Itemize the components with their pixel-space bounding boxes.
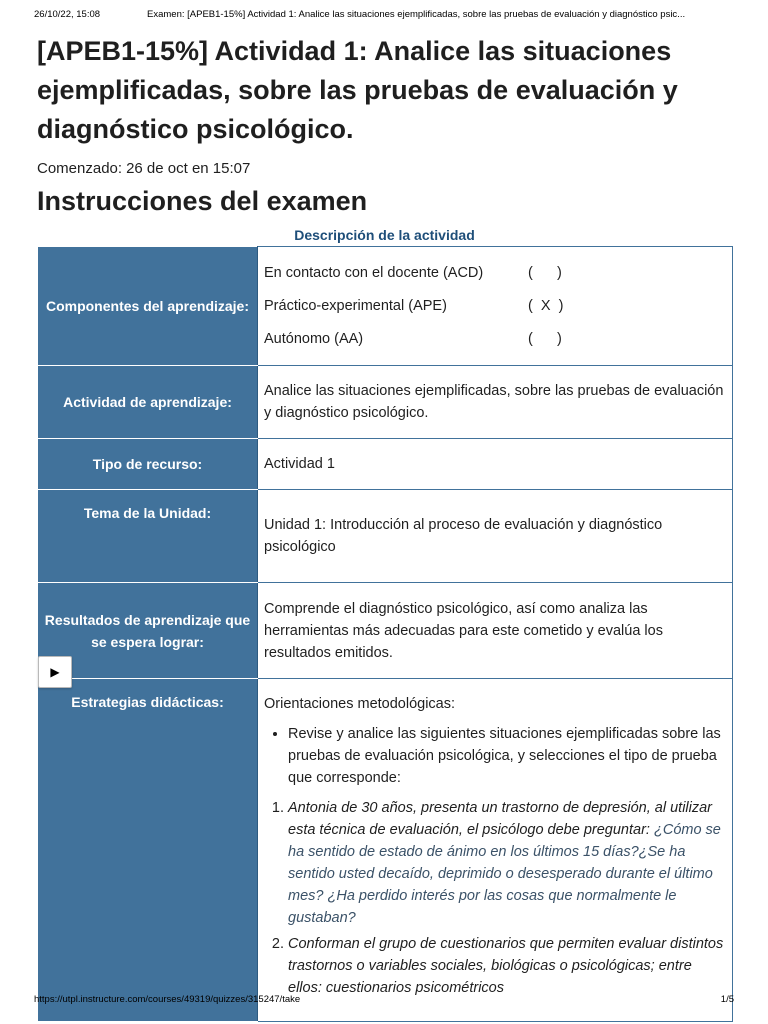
header-tipo: Tipo de recurso: [38,439,258,490]
table-caption: Descripción de la actividad [294,227,475,243]
componente-mark: ( X ) [528,298,564,314]
print-footer [0,990,768,1010]
componente-mark: ( ) [528,265,562,281]
started-line [37,160,254,177]
row-resultados [38,583,733,679]
row-estrategias [38,679,733,1022]
print-page-number: 1/5 [720,994,734,1005]
print-header [0,0,768,22]
situation-question: ¿Cómo se ha sentido de estado de ánimo en los últimos 15 días?¿Se ha sentido usted decaído, deprimido o desesperado durante el último mes? ¿Ha perdido interés por las cosas que normalmente le gustaban? [288,822,721,926]
estrategias-numbered [264,797,726,999]
row-tema [38,490,733,583]
activity-table [37,246,733,1022]
componente-mark: ( ) [528,331,562,347]
estrategias-bullets [264,723,726,789]
cell-actividad: Analice las situaciones ejemplificadas, sobre las pruebas de evaluación y diagnóstico psicológico. [258,366,733,439]
row-actividad [38,366,733,439]
row-tipo [38,439,733,490]
cell-resultados: Comprende el diagnóstico psicológico, así como analiza las herramientas más adecuadas para este cometido y evalúa los resultados emitidos. [258,583,733,679]
componente-label: En contacto con el docente (ACD) [264,265,484,281]
list-item [288,797,726,929]
row-componentes [38,247,733,366]
componente-label: Práctico-experimental (APE) [264,298,447,314]
expand-button[interactable] [38,656,72,688]
estrategias-intro: Orientaciones metodológicas: [264,696,456,712]
situation-text: Antonia de 30 años, presenta un trastorno de depresión, al utilizar esta técnica de evaluación, el psicólogo debe preguntar: [288,800,712,838]
play-triangle-icon: ▶ [50,665,60,679]
header-tema: Tema de la Unidad: [38,490,258,583]
componente-item [264,323,726,356]
cell-tipo: Actividad 1 [258,439,733,490]
instructions-heading: Instrucciones del examen [37,186,368,216]
header-estrategias: Estrategias didácticas: [38,679,258,1022]
situation-text: Conforman el grupo de cuestionarios que permiten evaluar distintos trastornos o variables sociales, biológicas o psicológicas; entre ellos: cuestionarios psicométricos [288,936,724,996]
componente-label: Autónomo (AA) [264,331,364,347]
quiz-title: [APEB1-15%] Actividad 1: Analice las situaciones ejemplificadas, sobre las pruebas de evaluación y diagnóstico psicológico. [37,36,678,144]
cell-componentes [258,247,733,366]
list-item: • Revise y analice las siguientes situaciones ejemplificadas sobre las pruebas de evaluación psicológica, y selecciones el tipo de prueba que corresponde: [288,723,726,789]
print-url: https://utpl.instructure.com/courses/49319/quizzes/315247/take [34,994,301,1005]
print-page-title: Examen: [APEB1-15%] Actividad 1: Analice las situaciones ejemplificadas, sobre las pruebas de evaluación y diagnóstico psic... [147,9,686,20]
cell-tema: Unidad 1: Introducción al proceso de evaluación y diagnóstico psicológico [258,490,733,583]
componente-item [264,290,726,323]
componente-item [264,257,726,290]
header-resultados: Resultados de aprendizaje que se espera lograr: [38,583,258,679]
header-actividad: Actividad de aprendizaje: [38,366,258,439]
started-label: Comenzado: [37,160,123,177]
started-value: 26 de oct en 15:07 [126,160,251,177]
cell-estrategias [258,679,733,1022]
header-componentes: Componentes del aprendizaje: [38,247,258,366]
print-datetime: 26/10/22, 15:08 [34,9,101,20]
